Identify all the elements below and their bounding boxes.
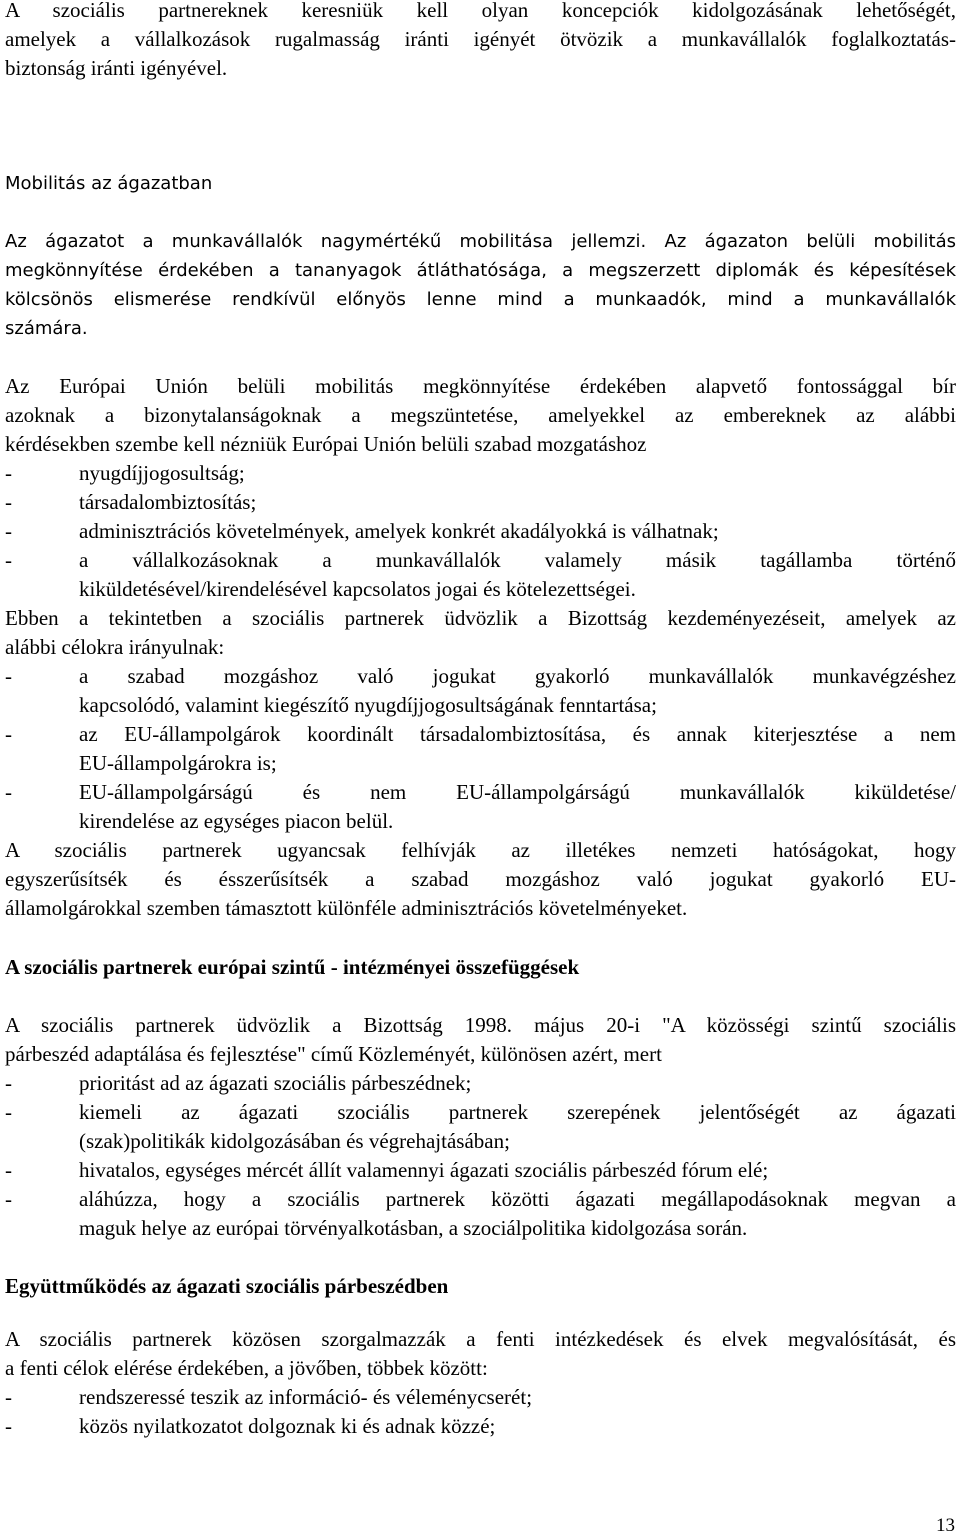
paragraph-udvozlik-line: párbeszéd adaptálása és fejlesztése" című Közleményét, különösen azért, mert bbox=[5, 1042, 662, 1066]
list-item-text: társadalombiztosítás; bbox=[79, 490, 257, 514]
list-item bbox=[0, 488, 960, 517]
list-item bbox=[0, 1185, 960, 1214]
list-dash: - bbox=[5, 490, 12, 514]
page-number: 13 bbox=[936, 1515, 955, 1536]
paragraph-ebben-line: Ebben a tekintetben a szociális partnerek üdvözlik a Bizottság kezdeményezéseit, amelyek az bbox=[5, 606, 956, 630]
paragraph-mobilitas-line: megkönnyítése érdekében a tananyagok átláthatósága, a megszerzett diplomák és képesítések bbox=[5, 260, 956, 281]
list-item bbox=[0, 517, 960, 546]
paragraph-mobilitas-line: számára. bbox=[5, 318, 88, 339]
list-item-text: EU-állampolgárságú és nem EU-állampolgárságú munkavállalók kiküldetése/ bbox=[79, 780, 956, 804]
list-item-continuation bbox=[0, 1214, 960, 1243]
paragraph-kozosen-line: A szociális partnerek közösen szorgalmazzák a fenti intézkedések és elvek megvalósítását, és bbox=[5, 1327, 956, 1351]
section-heading-egyuttmukodes: Együttműködés az ágazati szociális párbeszédben bbox=[5, 1274, 449, 1298]
list-item-continuation bbox=[0, 575, 960, 604]
list-item-text: maguk helye az európai törvényalkotásban, a szociálpolitika kidolgozása során. bbox=[79, 1216, 748, 1240]
list-item-text: rendszeressé teszik az információ- és véleménycserét; bbox=[79, 1385, 533, 1409]
paragraph-felhivjak-line: A szociális partnerek ugyancsak felhívják az illetékes nemzeti hatóságokat, hogy bbox=[5, 838, 956, 862]
list-item bbox=[0, 459, 960, 488]
list-item-text: aláhúzza, hogy a szociális partnerek közötti ágazati megállapodásoknak megvan a bbox=[79, 1187, 956, 1211]
list-item bbox=[0, 1069, 960, 1098]
paragraph-intro-line: biztonság iránti igényével. bbox=[5, 56, 228, 80]
paragraph-eu-line: Az Európai Unión belüli mobilitás megkönnyítése érdekében alapvető fontossággal bír bbox=[5, 374, 956, 398]
list-item-text: kapcsolódó, valamint kiegészítő nyugdíjjogosultságának fenntartása; bbox=[79, 693, 657, 717]
list-item-text: a vállalkozásoknak a munkavállalók valamely másik tagállamba történő bbox=[79, 548, 956, 572]
list-dash: - bbox=[5, 722, 12, 746]
list-item bbox=[0, 662, 960, 691]
list-dash: - bbox=[5, 1414, 12, 1438]
list-dash: - bbox=[5, 1071, 12, 1095]
list-item-text: hivatalos, egységes mércét állít valamennyi ágazati szociális párbeszéd fórum elé; bbox=[79, 1158, 769, 1182]
list-item bbox=[0, 720, 960, 749]
paragraph-intro-line: amelyek a vállalkozások rugalmasság iránti igényét ötvözik a munkavállalók foglalkoztatás- bbox=[5, 27, 956, 51]
list-item bbox=[0, 1412, 960, 1441]
list-item bbox=[0, 1383, 960, 1412]
list-item-text: adminisztrációs követelmények, amelyek konkrét akadályokká is válhatnak; bbox=[79, 519, 719, 543]
list-item bbox=[0, 778, 960, 807]
list-dash: - bbox=[5, 1187, 12, 1211]
list-item-text: prioritást ad az ágazati szociális párbeszédnek; bbox=[79, 1071, 472, 1095]
list-item-text: kiemeli az ágazati szociális partnerek szerepének jelentőségét az ágazati bbox=[79, 1100, 956, 1124]
paragraph-eu-line: kérdésekben szembe kell nézniük Európai Unión belüli szabad mozgatáshoz bbox=[5, 432, 647, 456]
list-dash: - bbox=[5, 548, 12, 572]
list-item bbox=[0, 546, 960, 575]
list-dash: - bbox=[5, 519, 12, 543]
list-dash: - bbox=[5, 1385, 12, 1409]
list-item-text: a szabad mozgáshoz való jogukat gyakorló munkavállalók munkavégzéshez bbox=[79, 664, 956, 688]
list-item-continuation bbox=[0, 691, 960, 720]
list-dash: - bbox=[5, 1158, 12, 1182]
list-item-text: közös nyilatkozatot dolgoznak ki és adnak közzé; bbox=[79, 1414, 496, 1438]
list-item bbox=[0, 1098, 960, 1127]
paragraph-mobilitas-line: kölcsönös elismerése rendkívül előnyös lenne mind a munkaadók, mind a munkavállalók bbox=[5, 289, 956, 310]
paragraph-felhivjak-line: államolgárokkal szemben támasztott különféle adminisztrációs követelményeket. bbox=[5, 896, 688, 920]
list-item-text: EU-állampolgárokra is; bbox=[79, 751, 277, 775]
list-item-text: (szak)politikák kidolgozásában és végrehajtásában; bbox=[79, 1129, 510, 1153]
paragraph-intro-line: A szociális partnereknek keresniük kell olyan koncepciók kidolgozásának lehetőségét, bbox=[5, 0, 956, 22]
paragraph-eu-line: azoknak a bizonytalanságoknak a megszüntetése, amelyekkel az embereknek az alábbi bbox=[5, 403, 956, 427]
list-dash: - bbox=[5, 1100, 12, 1124]
list-item-text: nyugdíjjogosultság; bbox=[79, 461, 245, 485]
list-item-text: kiküldetésével/kirendelésével kapcsolatos jogai és kötelezettségei. bbox=[79, 577, 636, 601]
paragraph-mobilitas-line: Az ágazatot a munkavállalók nagymértékű mobilitása jellemzi. Az ágazaton belüli mobilitás bbox=[5, 231, 956, 252]
list-item-continuation bbox=[0, 1127, 960, 1156]
paragraph-ebben-line: alábbi célokra irányulnak: bbox=[5, 635, 225, 659]
paragraph-felhivjak-line: egyszerűsítsék és ésszerűsítsék a szabad mozgáshoz való jogukat gyakorló EU- bbox=[5, 867, 956, 891]
section-heading-europai: A szociális partnerek európai szintű - intézményei összefüggések bbox=[5, 955, 580, 979]
list-dash: - bbox=[5, 461, 12, 485]
list-item bbox=[0, 1156, 960, 1185]
list-dash: - bbox=[5, 664, 12, 688]
paragraph-kozosen-line: a fenti célok elérése érdekében, a jövőben, többek között: bbox=[5, 1356, 488, 1380]
list-item-continuation bbox=[0, 749, 960, 778]
list-item-text: az EU-állampolgárok koordinált társadalombiztosítása, és annak kiterjesztése a nem bbox=[79, 722, 956, 746]
list-item-text: kirendelése az egységes piacon belül. bbox=[79, 809, 394, 833]
list-item-continuation bbox=[0, 807, 960, 836]
section-heading-mobilitas: Mobilitás az ágazatban bbox=[5, 173, 213, 194]
list-dash: - bbox=[5, 780, 12, 804]
paragraph-udvozlik-line: A szociális partnerek üdvözlik a Bizottság 1998. május 20-i "A közösségi szintű szociális bbox=[5, 1013, 956, 1037]
